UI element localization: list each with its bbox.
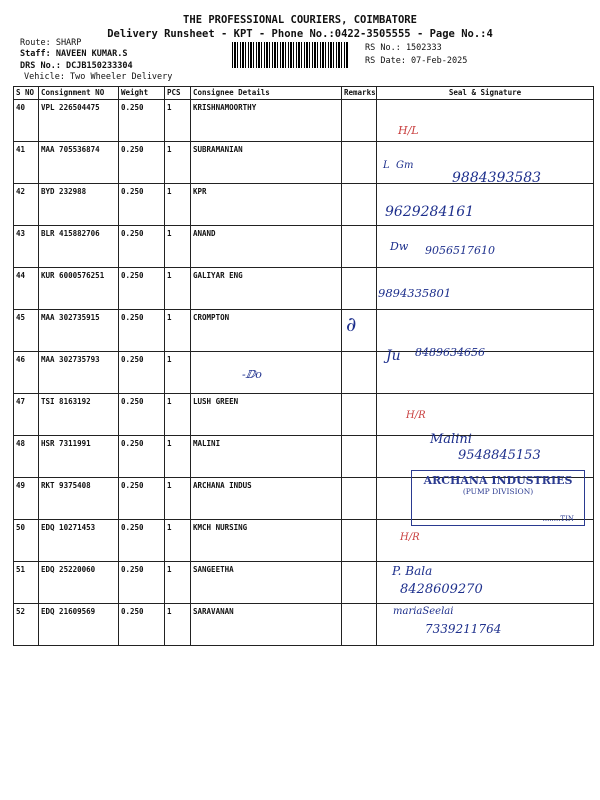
cell-consignee: SANGEETHA <box>191 562 342 604</box>
cell-remarks <box>342 268 377 310</box>
cell-sno: 40 <box>14 100 39 142</box>
cell-weight: 0.250 <box>119 436 165 478</box>
cell-weight: 0.250 <box>119 604 165 646</box>
cell-consignment: RKT 9375408 <box>39 478 119 520</box>
cell-remarks <box>342 478 377 520</box>
col-consignment: Consignment NO <box>39 87 119 100</box>
signature: L Gm <box>383 160 414 171</box>
cell-weight: 0.250 <box>119 184 165 226</box>
cell-sno: 49 <box>14 478 39 520</box>
phone-handwritten: 8489634656 <box>415 346 485 359</box>
col-remarks: Remarks <box>342 87 377 100</box>
cell-consignee: MALINI <box>191 436 342 478</box>
cell-consignee: ARCHANA INDUS <box>191 478 342 520</box>
cell-weight: 0.250 <box>119 226 165 268</box>
cell-pcs: 1 <box>165 310 191 352</box>
cell-sno: 45 <box>14 310 39 352</box>
cell-pcs: 1 <box>165 604 191 646</box>
table-row <box>14 352 594 394</box>
phone-handwritten: 9629284161 <box>385 204 475 220</box>
cell-consignment: TSI 8163192 <box>39 394 119 436</box>
col-pcs: PCS <box>165 87 191 100</box>
cell-pcs: 1 <box>165 478 191 520</box>
cell-consignee: KRISHNAMOORTHY <box>191 100 342 142</box>
cell-weight: 0.250 <box>119 268 165 310</box>
phone-handwritten: 9056517610 <box>425 244 495 257</box>
phone-handwritten: 8428609270 <box>400 582 483 597</box>
cell-consignee: LUSH GREEN <box>191 394 342 436</box>
cell-remarks <box>342 352 377 394</box>
barcode-icon <box>232 42 348 68</box>
stamp-tin: ........TIN <box>542 515 574 523</box>
col-sno: S NO <box>14 87 39 100</box>
cell-sno: 48 <box>14 436 39 478</box>
signature: P. Bala <box>392 564 433 578</box>
table-row <box>14 100 594 142</box>
cell-pcs: 1 <box>165 394 191 436</box>
route-label: Route: SHARP <box>20 38 82 48</box>
drs-number: DRS No.: DCJB150233304 <box>20 61 133 71</box>
cell-pcs: 1 <box>165 562 191 604</box>
table-row <box>14 604 594 646</box>
cell-weight: 0.250 <box>119 352 165 394</box>
cell-sno: 47 <box>14 394 39 436</box>
cell-consignment: MAA 705536874 <box>39 142 119 184</box>
signature: Malini <box>430 432 472 447</box>
cell-sno: 42 <box>14 184 39 226</box>
cell-remarks <box>342 100 377 142</box>
cell-consignment: BYD 232988 <box>39 184 119 226</box>
cell-pcs: 1 <box>165 226 191 268</box>
vehicle-label: Vehicle: Two Wheeler Delivery <box>24 72 173 82</box>
stamp-division: (PUMP DIVISION) <box>462 487 534 496</box>
cell-remarks <box>342 562 377 604</box>
cell-weight: 0.250 <box>119 100 165 142</box>
table-row <box>14 268 594 310</box>
cell-sno: 51 <box>14 562 39 604</box>
phone-handwritten: 9894335801 <box>378 286 452 300</box>
company-title: THE PROFESSIONAL COURIERS, COIMBATORE <box>183 14 417 26</box>
table-row <box>14 226 594 268</box>
cell-consignee: SARAVANAN <box>191 604 342 646</box>
company-stamp <box>411 470 585 526</box>
cell-sno: 46 <box>14 352 39 394</box>
cell-weight: 0.250 <box>119 478 165 520</box>
phone-handwritten: 7339211764 <box>425 622 502 636</box>
signature: -ⅅo <box>242 368 262 381</box>
cell-weight: 0.250 <box>119 562 165 604</box>
cell-consignment: KUR 6000576251 <box>39 268 119 310</box>
cell-weight: 0.250 <box>119 310 165 352</box>
signature: Dw <box>390 240 409 253</box>
cell-consignee <box>191 352 342 394</box>
cell-consignee: KPR <box>191 184 342 226</box>
runsheet-title: Delivery Runsheet - KPT - Phone No.:0422-3505555 - Page No.:4 <box>107 28 493 40</box>
cell-sno: 52 <box>14 604 39 646</box>
cell-sno: 41 <box>14 142 39 184</box>
signature: ∂ <box>346 312 357 336</box>
cell-pcs: 1 <box>165 436 191 478</box>
cell-consignment: EDQ 21609569 <box>39 604 119 646</box>
cell-weight: 0.250 <box>119 520 165 562</box>
cell-remarks <box>342 436 377 478</box>
col-weight: Weight <box>119 87 165 100</box>
rs-date: RS Date: 07-Feb-2025 <box>365 56 468 66</box>
col-consignee: Consignee Details <box>191 87 342 100</box>
signature: Ju <box>386 348 401 364</box>
staff-label: Staff: NAVEEN KUMAR.S <box>20 49 128 59</box>
col-signature: Seal & Signature <box>377 87 594 100</box>
cell-consignee: SUBRAMANIAN <box>191 142 342 184</box>
cell-sno: 43 <box>14 226 39 268</box>
cell-consignment: MAA 302735915 <box>39 310 119 352</box>
cell-remarks <box>342 394 377 436</box>
cell-consignment: EDQ 25220060 <box>39 562 119 604</box>
red-mark: H/R <box>400 532 420 543</box>
stamp-name: ARCHANA INDUSTRIES <box>423 474 573 487</box>
cell-weight: 0.250 <box>119 394 165 436</box>
cell-sno: 44 <box>14 268 39 310</box>
signature: mariaSeelai <box>393 606 454 617</box>
cell-pcs: 1 <box>165 352 191 394</box>
red-mark: H/L <box>398 124 419 137</box>
cell-remarks <box>342 520 377 562</box>
red-mark: H/R <box>406 410 426 421</box>
cell-consignment: VPL 226504475 <box>39 100 119 142</box>
cell-consignment: MAA 302735793 <box>39 352 119 394</box>
cell-consignment: EDQ 10271453 <box>39 520 119 562</box>
cell-pcs: 1 <box>165 142 191 184</box>
table-row <box>14 184 594 226</box>
phone-handwritten: 9884393583 <box>452 170 542 186</box>
cell-consignee: CROMPTON <box>191 310 342 352</box>
table-header-row <box>14 87 594 100</box>
cell-remarks <box>342 604 377 646</box>
cell-pcs: 1 <box>165 520 191 562</box>
cell-consignment: BLR 415882706 <box>39 226 119 268</box>
cell-remarks <box>342 142 377 184</box>
cell-pcs: 1 <box>165 184 191 226</box>
cell-consignee: KMCH NURSING <box>191 520 342 562</box>
rs-number: RS No.: 1502333 <box>365 43 442 53</box>
cell-consignee: GALIYAR ENG <box>191 268 342 310</box>
cell-sno: 50 <box>14 520 39 562</box>
cell-consignee: ANAND <box>191 226 342 268</box>
cell-weight: 0.250 <box>119 142 165 184</box>
table-row <box>14 562 594 604</box>
cell-remarks <box>342 184 377 226</box>
table-row <box>14 310 594 352</box>
cell-remarks <box>342 226 377 268</box>
cell-signature <box>377 352 594 394</box>
phone-handwritten: 9548845153 <box>458 448 541 463</box>
cell-pcs: 1 <box>165 268 191 310</box>
cell-consignment: HSR 7311991 <box>39 436 119 478</box>
table-row <box>14 394 594 436</box>
cell-pcs: 1 <box>165 100 191 142</box>
cell-signature <box>377 310 594 352</box>
